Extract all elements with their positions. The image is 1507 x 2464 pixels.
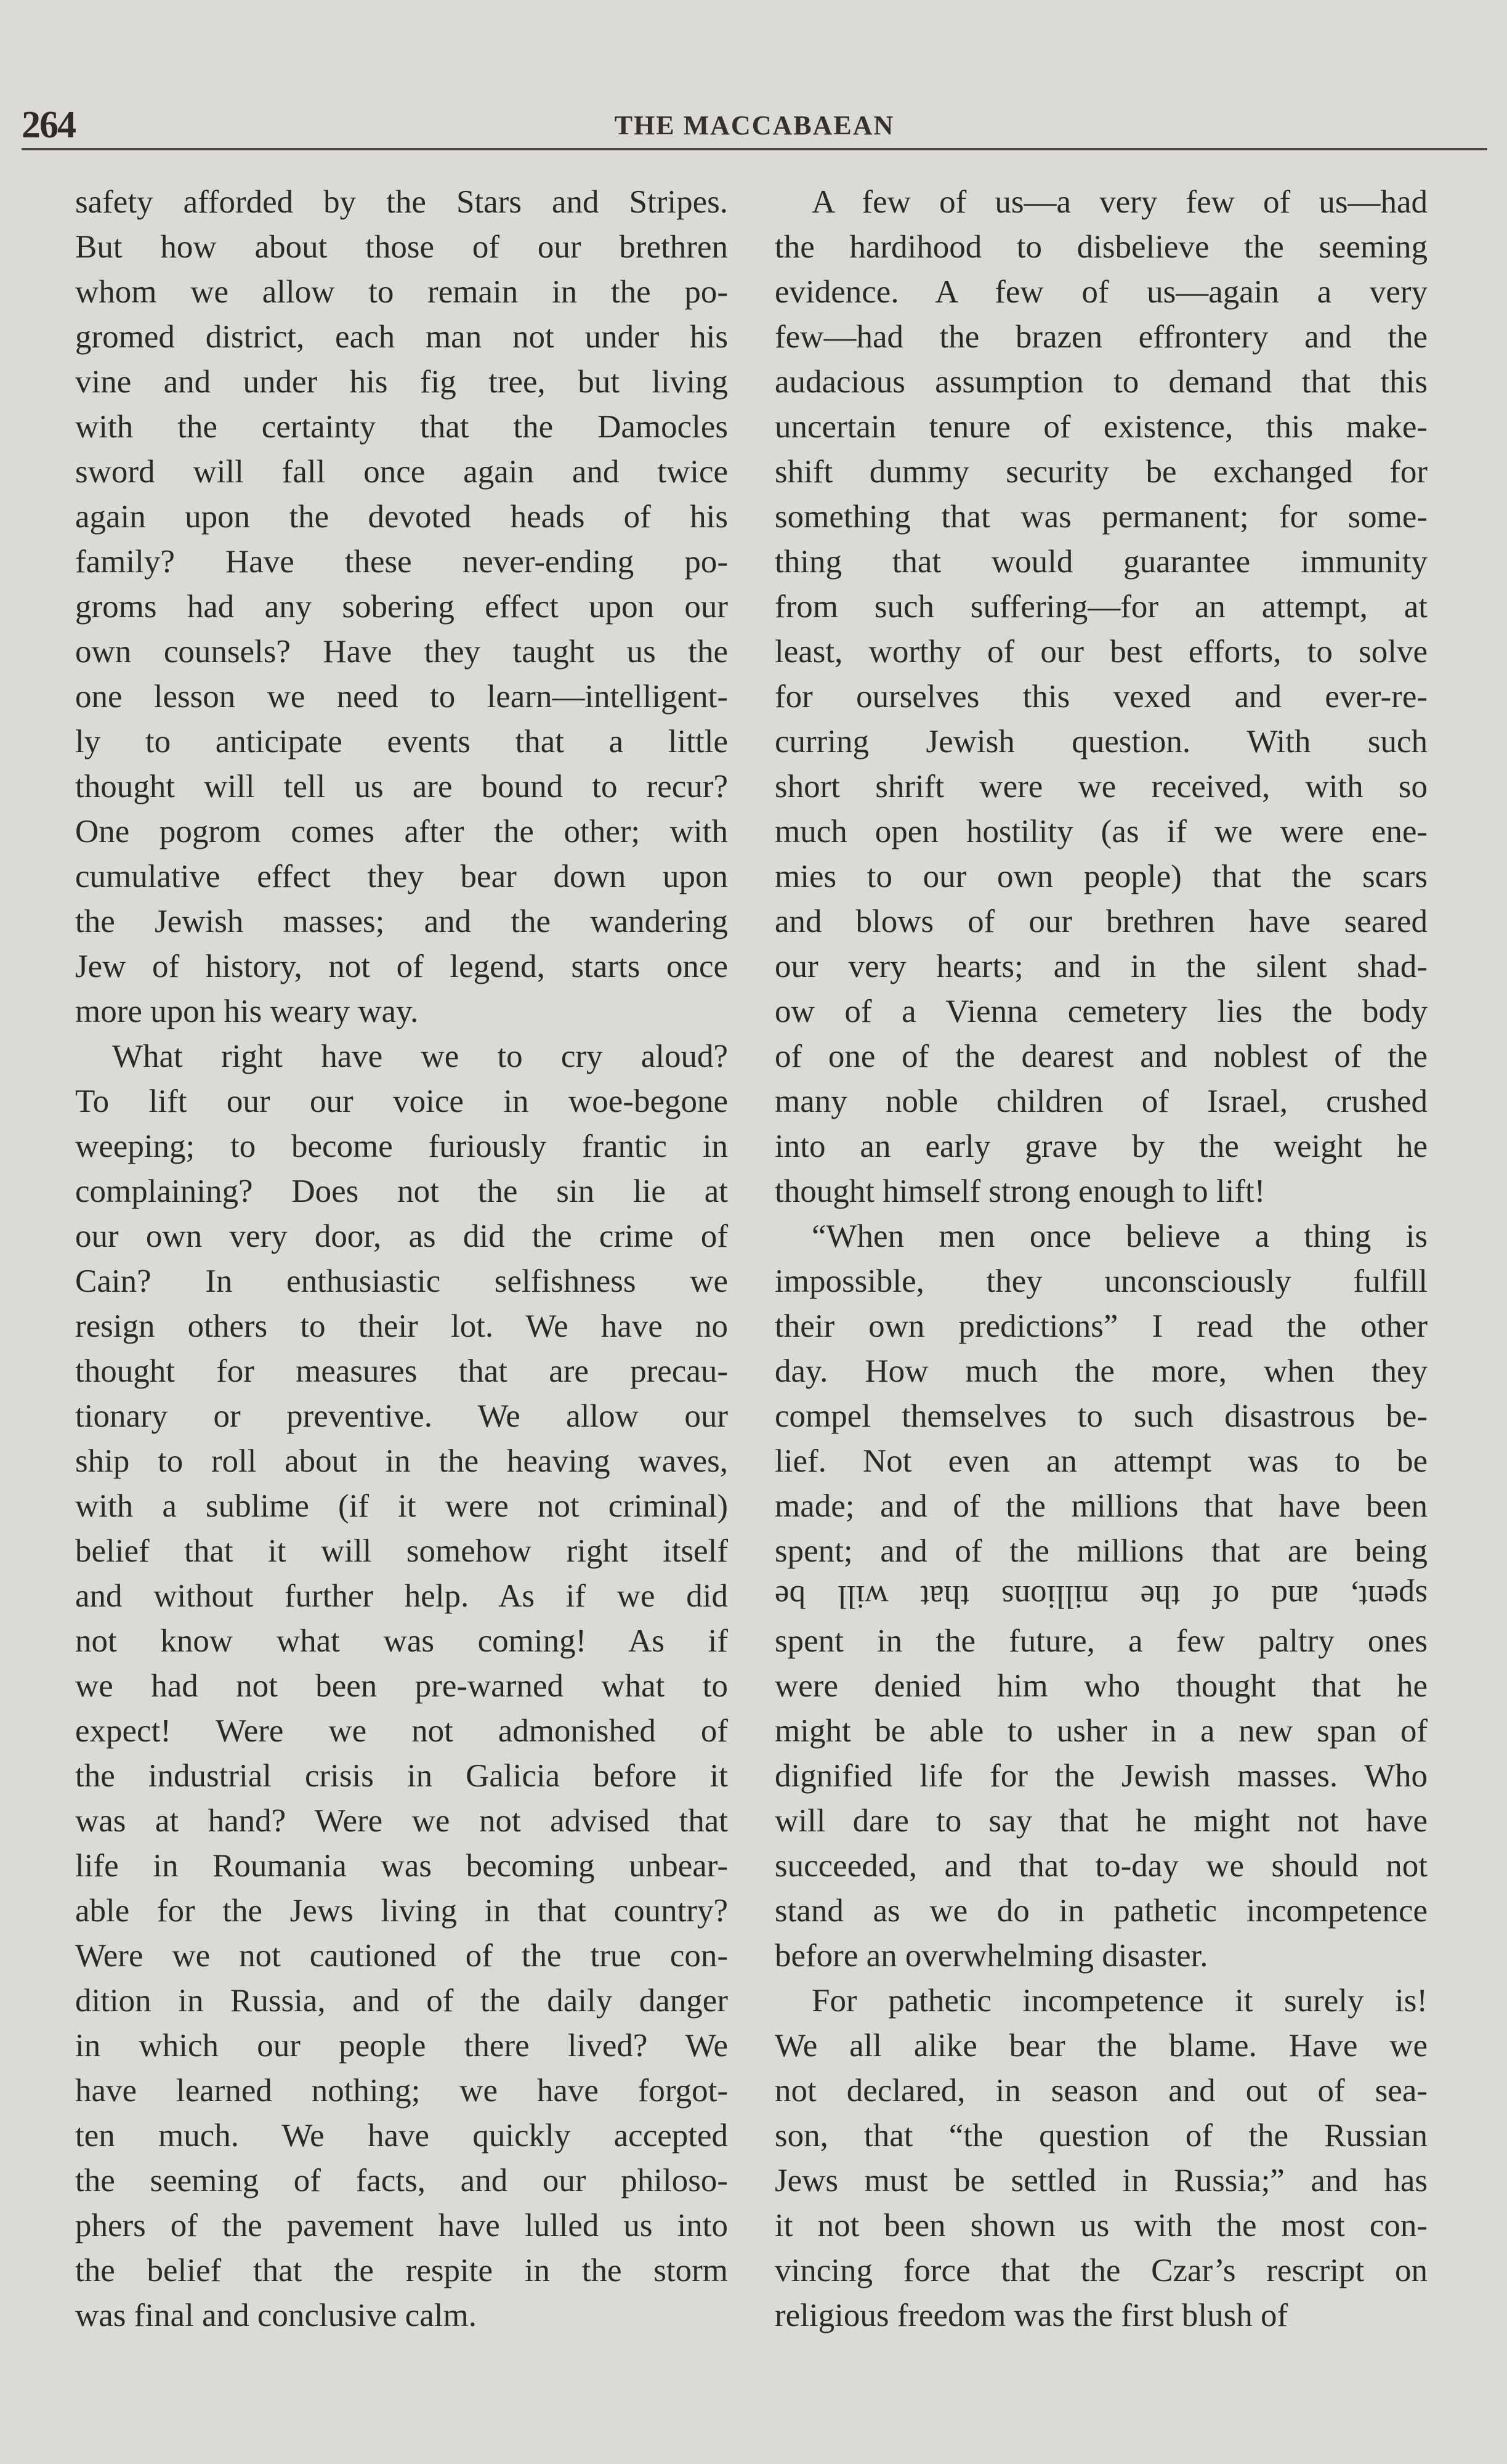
left-column-text-line: ly to anticipate events that a little (75, 724, 728, 760)
right-column-text-line: religious freedom was the first blush of (775, 2298, 1288, 2333)
left-column-text-line: the industrial crisis in Galicia before it (75, 1758, 728, 1794)
left-column-text-line: cumulative effect they bear down upon (75, 859, 728, 894)
left-column-text-line: resign others to their lot. We have no (75, 1308, 728, 1344)
left-column-text-line: whom we allow to remain in the po- (75, 274, 728, 310)
left-column-text-line: ten much. We have quickly accepted (75, 2118, 728, 2154)
left-column-text-line: tionary or preventive. We allow our (75, 1398, 728, 1434)
left-column-text-line: able for the Jews living in that country? (75, 1893, 728, 1929)
left-column-text-line: our own very door, as did the crime of (75, 1218, 728, 1254)
right-column-text-line: lief. Not even an attempt was to be (775, 1443, 1428, 1479)
left-column-text-line: complaining? Does not the sin lie at (75, 1173, 728, 1209)
left-column-text-line: have learned nothing; we have forgot- (75, 2073, 728, 2109)
right-column-text-line: evidence. A few of us—again a very (775, 274, 1428, 310)
right-column-text-line: succeeded, and that to-day we should not (775, 1848, 1428, 1884)
left-column-text-line: thought for measures that are precau- (75, 1353, 728, 1389)
left-column-text-line: What right have we to cry aloud? (112, 1039, 728, 1074)
right-column-text-line: dignified life for the Jewish masses. Who (775, 1758, 1428, 1794)
left-column-text-line: phers of the pavement have lulled us into (75, 2208, 728, 2243)
right-column-text-line: spent; and of the millions that are being (775, 1533, 1428, 1569)
left-column-text-line: sword will fall once again and twice (75, 454, 728, 490)
right-column-text-line: from such suffering—for an attempt, at (775, 589, 1428, 625)
left-column-text-line: dition in Russia, and of the daily danger (75, 1983, 728, 2019)
right-column-text-line: “When men once believe a thing is (812, 1218, 1428, 1254)
left-column-text-line: vine and under his fig tree, but living (75, 364, 728, 400)
right-column-text-line: thought himself strong enough to lift! (775, 1173, 1266, 1209)
right-column-text-line: something that was permanent; for some- (775, 499, 1428, 535)
right-column-text-line: their own predictions” I read the other (775, 1308, 1428, 1344)
left-column-text-line: expect! Were we not admonished of (75, 1713, 728, 1749)
right-column-text-line: many noble children of Israel, crushed (775, 1084, 1428, 1119)
right-column-text-line: curring Jewish question. With such (775, 724, 1428, 760)
right-column-text-line: made; and of the millions that have been (775, 1488, 1428, 1524)
right-column-text-line: short shrift were we received, with so (775, 769, 1428, 804)
header-rule (22, 148, 1487, 150)
right-column-text-line: thing that would guarantee immunity (775, 544, 1428, 580)
right-column-text-line: For pathetic incompetence it surely is! (812, 1983, 1428, 2019)
left-column-text-line: with the certainty that the Damocles (75, 409, 728, 445)
left-column-text-line: we had not been pre-warned what to (75, 1668, 728, 1704)
left-column-text-line: with a sublime (if it were not criminal) (75, 1488, 728, 1524)
page-number: 264 (22, 104, 75, 146)
left-column-text-line: gromed district, each man not under his (75, 319, 728, 355)
right-column-text-line: son, that “the question of the Russian (775, 2118, 1428, 2154)
right-column-text-line: before an overwhelming disaster. (775, 1938, 1208, 1974)
left-column-text-line: thought will tell us are bound to recur? (75, 769, 728, 804)
left-column-text-line: ship to roll about in the heaving waves, (75, 1443, 728, 1479)
right-column-text-line: compel themselves to such disastrous be- (775, 1398, 1428, 1434)
left-column-text-line: To lift our our voice in woe-begone (75, 1084, 728, 1119)
right-column-text-line: audacious assumption to demand that this (775, 364, 1428, 400)
left-column-text-line: again upon the devoted heads of his (75, 499, 728, 535)
running-head: THE MACCABAEAN (614, 110, 895, 140)
left-column-text-line: in which our people there lived? We (75, 2028, 728, 2064)
right-column-text-line: into an early grave by the weight he (775, 1129, 1428, 1164)
right-column-text-line: the hardihood to disbelieve the seeming (775, 229, 1428, 265)
right-column-text-line: vincing force that the Czar’s rescript on (775, 2253, 1428, 2288)
left-column-text-line: safety afforded by the Stars and Stripes. (75, 184, 728, 220)
right-column-text-line: few—had the brazen effrontery and the (775, 319, 1428, 355)
right-column-text-line: our very hearts; and in the silent shad- (775, 949, 1428, 984)
left-column-text-line: the seeming of facts, and our philoso- (75, 2163, 728, 2199)
left-column-text-line: One pogrom comes after the other; with (75, 814, 728, 849)
right-column-text-line: will dare to say that he might not have (775, 1803, 1428, 1839)
right-column-text-line: A few of us—a very few of us—had (812, 184, 1428, 220)
left-column-text-line: one lesson we need to learn—intelligent- (75, 679, 728, 715)
left-column-text-line: own counsels? Have they taught us the (75, 634, 728, 670)
left-column-text-line: Were we not cautioned of the true con- (75, 1938, 728, 1974)
right-column-text-line: much open hostility (as if we were ene- (775, 814, 1428, 849)
right-column-text-line: shift dummy security be exchanged for (775, 454, 1428, 490)
right-column-text-line: mies to our own people) that the scars (775, 859, 1428, 894)
left-column-text-line: But how about those of our brethren (75, 229, 728, 265)
left-column-text-line: was at hand? Were we not advised that (75, 1803, 728, 1839)
left-column (75, 180, 728, 2338)
left-column-text-line: not know what was coming! As if (75, 1623, 728, 1659)
right-column-text-line: might be able to usher in a new span of (775, 1713, 1428, 1749)
right-column-text-line: stand as we do in pathetic incompetence (775, 1893, 1428, 1929)
left-column-text-line: was final and conclusive calm. (75, 2298, 477, 2333)
right-column-text-line: of one of the dearest and noblest of the (775, 1039, 1428, 1074)
right-column-text-line: not declared, in season and out of sea- (775, 2073, 1428, 2109)
left-column-text-line: groms had any sobering effect upon our (75, 589, 728, 625)
left-column-text-line: life in Roumania was becoming unbear- (75, 1848, 728, 1884)
left-column-text-line: belief that it will somehow right itself (75, 1533, 728, 1569)
right-column-text-line: Jews must be settled in Russia;” and has (775, 2163, 1428, 2199)
right-column-text-line: were denied him who thought that he (775, 1668, 1428, 1704)
left-column-text-line: Cain? In enthusiastic selfishness we (75, 1263, 728, 1299)
right-column-text-line: for ourselves this vexed and ever-re- (775, 679, 1428, 715)
right-column-text-line: and blows of our brethren have seared (775, 904, 1428, 939)
left-column-text-line: weeping; to become furiously frantic in (75, 1129, 728, 1164)
left-column-text-line: Jew of history, not of legend, starts once (75, 949, 728, 984)
right-column-text-line: spent in the future, a few paltry ones (775, 1623, 1428, 1659)
right-column-text-line: spent, and of the millions that will be (775, 1579, 1428, 1615)
right-column-text-line: day. How much the more, when they (775, 1353, 1428, 1389)
left-column-text-line: the belief that the respite in the storm (75, 2253, 728, 2288)
right-column-text-line: impossible, they unconsciously fulfill (775, 1263, 1428, 1299)
right-column-text-line: We all alike bear the blame. Have we (775, 2028, 1428, 2064)
right-column-text-line: uncertain tenure of existence, this make- (775, 409, 1428, 445)
left-column-text-line: family? Have these never-ending po- (75, 544, 728, 580)
page-header (22, 103, 1487, 153)
left-column-text-line: and without further help. As if we did (75, 1578, 728, 1614)
right-column-text-line: ow of a Vienna cemetery lies the body (775, 994, 1428, 1029)
left-column-text-line: the Jewish masses; and the wandering (75, 904, 728, 939)
right-column (775, 180, 1428, 2338)
left-column-text-line: more upon his weary way. (75, 994, 419, 1029)
right-column-text-line: least, worthy of our best efforts, to solve (775, 634, 1428, 670)
right-column-text-line: it not been shown us with the most con- (775, 2208, 1428, 2243)
